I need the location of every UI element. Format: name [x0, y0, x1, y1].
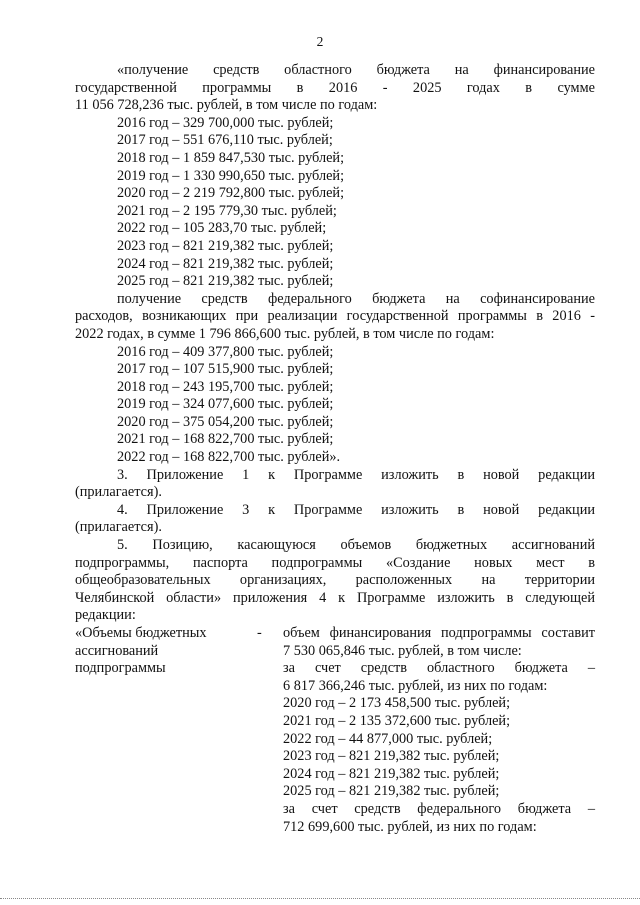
federal-year-line: 2019 год – 324 077,600 тыс. рублей;	[117, 396, 334, 413]
federal-year-line: 2021 год – 168 822,700 тыс. рублей;	[117, 431, 334, 448]
federal-year-line: 2016 год – 409 377,800 тыс. рублей;	[117, 343, 334, 360]
regional-year-line: 2022 год – 105 283,70 тыс. рублей;	[117, 220, 327, 237]
regional-year-line: 2016 год – 329 700,000 тыс. рублей;	[117, 114, 334, 131]
table-value-line: объем финансирования подпрограммы составит	[283, 625, 595, 641]
table-label-line: подпрограммы	[75, 660, 166, 677]
budget-table-row	[75, 625, 595, 836]
table-value-line: 6 817 366,246 тыс. рублей, из них по годам:	[283, 677, 548, 694]
regional-year-line: 2023 год – 821 219,382 тыс. рублей;	[117, 237, 334, 254]
item-5-line: Челябинской области» приложения 4 к Программе изложить в следующей	[75, 589, 595, 606]
regional-year-line: 2021 год – 2 195 779,30 тыс. рублей;	[117, 202, 337, 219]
federal-year-line: 2020 год – 375 054,200 тыс. рублей;	[117, 413, 334, 430]
table-year-line: 2023 год – 821 219,382 тыс. рублей;	[283, 748, 500, 765]
table-year-line: 2024 год – 821 219,382 тыс. рублей;	[283, 765, 500, 782]
federal-intro-line: расходов, возникающих при реализации государственной программы в 2016 -	[75, 308, 595, 325]
federal-year-line: 2022 год – 168 822,700 тыс. рублей».	[117, 449, 341, 466]
item-4-line: (прилагается).	[75, 519, 162, 536]
table-value-line: за счет средств областного бюджета –	[283, 660, 595, 677]
item-5-line: подпрограммы, паспорта подпрограммы «Создание новых мест в	[75, 554, 595, 571]
regional-year-line: 2019 год – 1 330 990,650 тыс. рублей;	[117, 167, 345, 184]
regional-year-line: 2025 год – 821 219,382 тыс. рублей;	[117, 273, 334, 290]
item-5-line: общеобразовательных организациях, расположенных на территории	[75, 572, 595, 589]
item-4-line: 4. Приложение 3 к Программе изложить в новой редакции	[117, 501, 595, 518]
document-body	[75, 62, 595, 836]
federal-intro-line: получение средств федерального бюджета на софинансирование	[117, 290, 595, 307]
table-year-line: 2020 год – 2 173 458,500 тыс. рублей;	[283, 695, 511, 712]
regional-year-line: 2020 год – 2 219 792,800 тыс. рублей;	[117, 185, 345, 202]
table-year-line: 2025 год – 821 219,382 тыс. рублей;	[283, 783, 500, 800]
regional-year-line: 2017 год – 551 676,110 тыс. рублей;	[117, 132, 333, 149]
federal-year-line: 2017 год – 107 515,900 тыс. рублей;	[117, 361, 334, 378]
regional-year-line: 2018 год – 1 859 847,530 тыс. рублей;	[117, 149, 345, 166]
regional-year-line: 2024 год – 821 219,382 тыс. рублей;	[117, 255, 334, 272]
item-5-line: редакции:	[75, 607, 136, 624]
intro-line: «получение средств областного бюджета на финансирование	[117, 62, 595, 78]
table-year-line: 2021 год – 2 135 372,600 тыс. рублей;	[283, 712, 511, 729]
item-5-line: 5. Позицию, касающуюся объемов бюджетных ассигнований	[117, 537, 595, 554]
table-dash: -	[257, 625, 262, 641]
page-bottom-edge	[0, 898, 640, 899]
federal-year-line: 2018 год – 243 195,700 тыс. рублей;	[117, 378, 334, 395]
budget-table-value	[283, 625, 595, 836]
table-label-line: ассигнований	[75, 642, 159, 659]
table-value-line: за счет средств федерального бюджета –	[283, 800, 595, 817]
table-label-line: «Объемы бюджетных	[75, 625, 207, 641]
page-number: 2	[316, 34, 324, 49]
budget-table-label	[75, 625, 262, 836]
item-3-line: (прилагается).	[75, 484, 162, 501]
federal-intro-line: 2022 годах, в сумме 1 796 866,600 тыс. рублей, в том числе по годам:	[75, 325, 495, 342]
table-value-line: 712 699,600 тыс. рублей, из них по годам:	[283, 818, 537, 835]
table-value-line: 7 530 065,846 тыс. рублей, в том числе:	[283, 642, 522, 659]
intro-line: государственной программы в 2016 - 2025 годах в сумме	[75, 79, 595, 96]
table-year-line: 2022 год – 44 877,000 тыс. рублей;	[283, 730, 493, 747]
item-3-line: 3. Приложение 1 к Программе изложить в новой редакции	[117, 466, 595, 483]
intro-line: 11 056 728,236 тыс. рублей, в том числе по годам:	[75, 97, 378, 114]
